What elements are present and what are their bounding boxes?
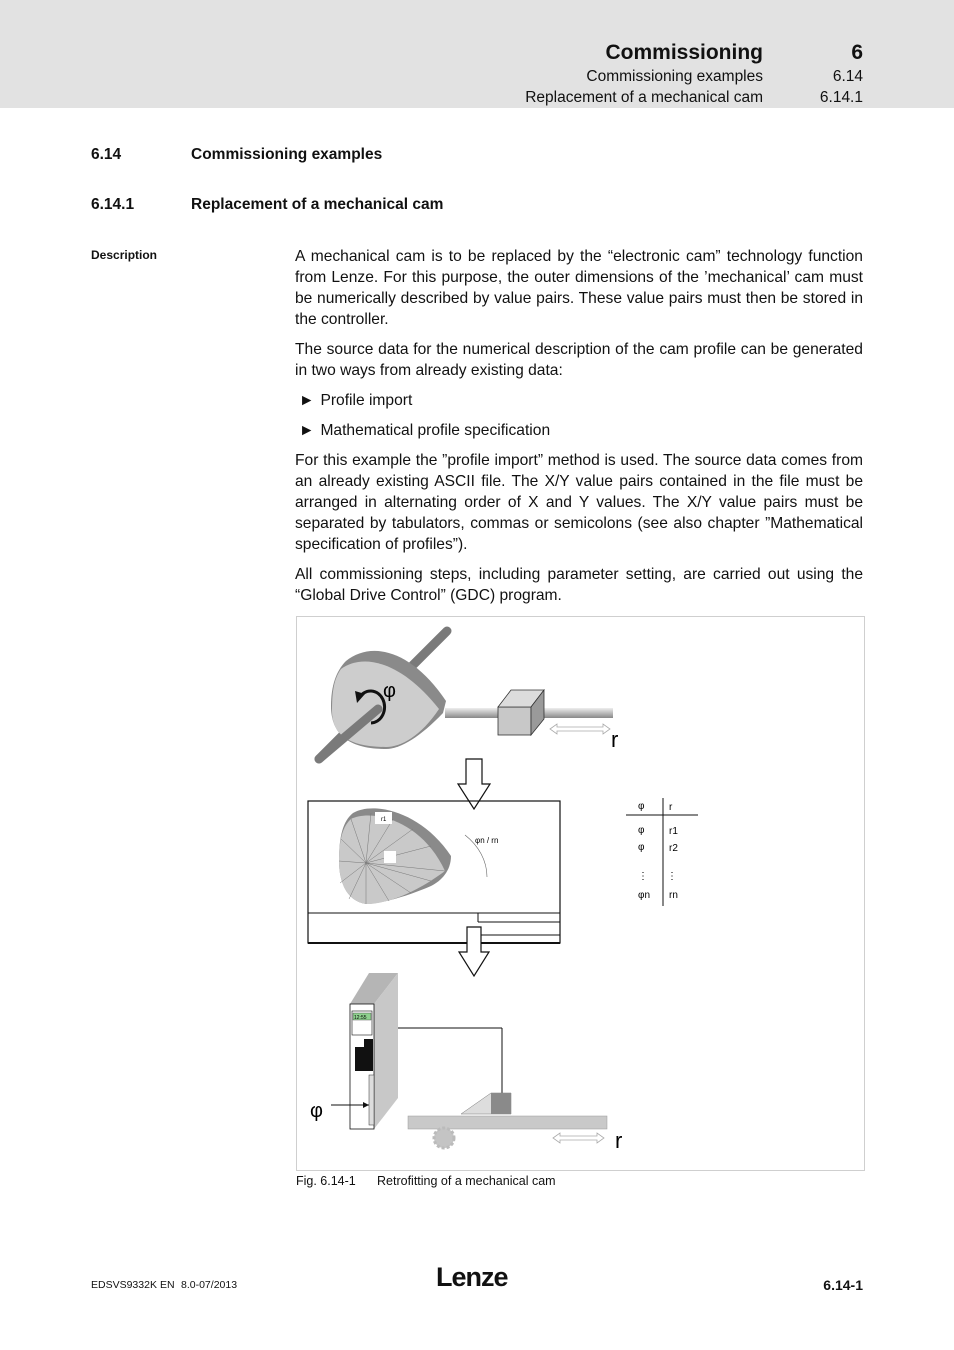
side-label: Description [91, 248, 158, 262]
table-cell: rn [669, 890, 678, 901]
r1-label: r1 [381, 817, 387, 823]
phi-label: φ [383, 680, 396, 702]
version: 8.0-07/2013 [181, 1279, 238, 1291]
paragraph: A mechanical cam is to be replaced by the “electronic cam” technology function from Lenze. For this purpose, the outer dimensions of the ’mechanical’ cam must be numerically described by value pairs. These value pairs must then be stored in the controller. [295, 248, 863, 328]
table-header: φ [638, 801, 645, 812]
table-cell: ⋮ [638, 871, 648, 882]
double-arrow-icon [550, 724, 610, 734]
phi-label: φ [310, 1100, 323, 1122]
paragraph: All commissioning steps, including parameter setting, are carried out using the “Global Drive Control” (GDC) program. [295, 566, 863, 604]
triangle-right-icon: ► [299, 392, 315, 409]
section-number: 6.14 [832, 68, 863, 85]
subheading-number: 6.14.1 [91, 196, 135, 213]
r-label: r [611, 727, 619, 752]
bullet-text: Profile import [320, 392, 413, 409]
bullet-item [299, 420, 863, 441]
cam-diagram [297, 617, 864, 1170]
heading-number: 6.14 [91, 146, 122, 163]
subsection-number: 6.14.1 [819, 89, 863, 106]
bullet-item [299, 390, 863, 411]
value-table [626, 798, 698, 906]
figure-caption: Retrofitting of a mechanical cam [377, 1174, 556, 1188]
chapter-number: 6 [851, 41, 863, 64]
software-window [308, 801, 560, 943]
subsection-title: Replacement of a mechanical cam [525, 89, 763, 106]
paragraph: For this example the ”profile import” method is used. The source data comes from an already existing ASCII file. The X/Y value pairs contained in the file must be arranged in alternating order of X and Y values. The X/Y value pairs must be separated by tabulators, commas or semicolons (see also chapter ”Mathematical specification of profiles”). [295, 452, 863, 553]
table-cell: φ [638, 842, 645, 853]
chapter-title: Commissioning [605, 41, 763, 64]
table-cell: r2 [669, 843, 678, 854]
display-readout: 12:55 [354, 1015, 367, 1021]
language: EN [160, 1279, 175, 1291]
mechanical-cam [319, 631, 618, 759]
page-header [0, 0, 954, 108]
lenze-logo: Lenze [436, 1262, 508, 1292]
table-cell: φn [638, 890, 651, 901]
section-title: Commissioning examples [586, 68, 763, 85]
r-label: r [615, 1128, 623, 1153]
page-number: 6.14-1 [823, 1277, 863, 1293]
figure-number: Fig. 6.14-1 [296, 1174, 356, 1188]
triangle-right-icon: ► [299, 422, 315, 439]
table-cell: ⋮ [667, 871, 677, 882]
body-text [295, 246, 863, 615]
phin-rn-label: φn / rn [475, 836, 499, 845]
bullet-text: Mathematical profile specification [320, 422, 551, 439]
down-arrow-icon [459, 927, 489, 976]
rack-and-pinion [408, 1093, 622, 1153]
figure-frame [296, 616, 865, 1171]
table-header: r [669, 802, 673, 813]
table-cell: φ [638, 825, 645, 836]
doc-id: EDSVS9332K [91, 1279, 157, 1291]
heading-title: Commissioning examples [191, 146, 383, 163]
table-cell: r1 [669, 826, 678, 837]
double-arrow-icon [553, 1133, 604, 1143]
subheading-title: Replacement of a mechanical cam [191, 196, 444, 213]
paragraph: The source data for the numerical description of the cam profile can be generated in two ways from already existing data: [295, 341, 863, 379]
